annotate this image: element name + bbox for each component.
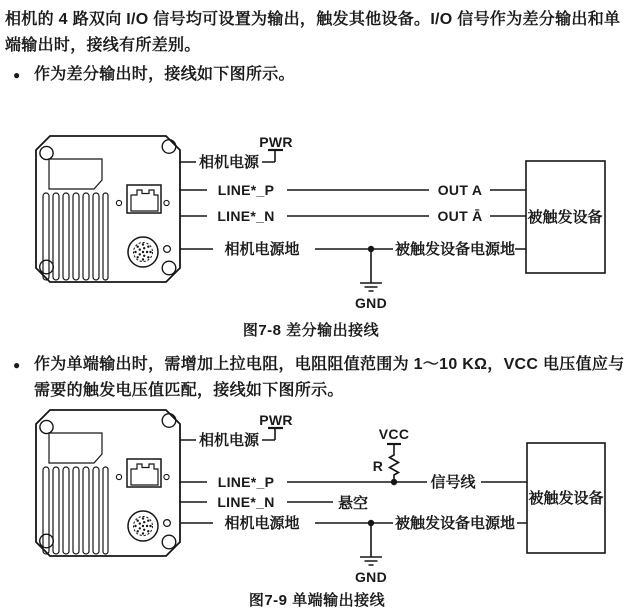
label-resistor: R xyxy=(372,458,384,474)
bullet-icon: ● xyxy=(13,68,21,82)
label-floating: 悬空 xyxy=(337,495,369,512)
label-camera-ground: 相机电源地 xyxy=(224,241,300,258)
intro-line-1: 相机的 4 路双向 I/O 信号均可设置为输出，触发其他设备。I/O 信号作为差分输出和单 xyxy=(5,11,621,28)
label-camera-ground: 相机电源地 xyxy=(224,515,300,532)
label-signal-line: 信号线 xyxy=(430,474,476,491)
junction-dot xyxy=(368,246,374,252)
label-triggered-device: 被触发设备 xyxy=(528,490,604,507)
bullet-differential xyxy=(13,62,295,88)
intro-paragraph xyxy=(5,7,620,59)
camera-drawing xyxy=(36,410,180,556)
label-device-ground: 被触发设备电源地 xyxy=(394,515,516,532)
diagram-single-ended xyxy=(0,402,640,588)
camera-drawing xyxy=(36,136,180,282)
ground-symbol-icon xyxy=(360,283,382,291)
label-line-n: LINE*_N xyxy=(217,494,275,510)
junction-dot xyxy=(368,520,374,526)
bullet-icon: ● xyxy=(13,358,21,372)
label-gnd: GND xyxy=(354,295,388,311)
resistor-icon xyxy=(390,453,399,482)
label-pwr: PWR xyxy=(259,134,293,150)
label-line-p: LINE*_P xyxy=(217,182,275,198)
bullet-single-line-2: 需要的触发电压值匹配，接线如下图所示。 xyxy=(34,382,344,399)
ground-symbol-icon xyxy=(360,557,382,565)
label-camera-power: 相机电源 xyxy=(198,432,260,449)
bullet-single-line-1: 作为单端输出时，需增加上拉电阻，电阻阻值范围为 1～10 KΩ，VCC 电压值应与 xyxy=(34,356,625,373)
intro-line-2: 端输出时，接线有所差别。 xyxy=(5,37,201,54)
label-gnd: GND xyxy=(354,569,388,585)
figure-7-9-caption: 图7-9 单端输出接线 xyxy=(248,592,386,609)
bullet-single-ended xyxy=(13,352,625,404)
label-pwr: PWR xyxy=(259,412,293,428)
label-out-a: OUT A xyxy=(437,182,483,198)
label-line-p: LINE*_P xyxy=(217,474,275,490)
diagram-differential xyxy=(0,128,640,318)
label-line-n: LINE*_N xyxy=(217,208,275,224)
bullet-single-ended-text xyxy=(34,352,625,404)
label-vcc: VCC xyxy=(378,426,410,442)
figure-7-8-caption: 图7-8 差分输出接线 xyxy=(242,322,380,339)
label-camera-power: 相机电源 xyxy=(198,154,260,171)
label-device-ground: 被触发设备电源地 xyxy=(394,241,516,258)
bullet-differential-text: 作为差分输出时，接线如下图所示。 xyxy=(34,66,295,83)
label-triggered-device: 被触发设备 xyxy=(527,209,603,226)
junction-dot xyxy=(391,479,397,485)
label-out-a-bar: OUT Ā xyxy=(437,208,483,224)
